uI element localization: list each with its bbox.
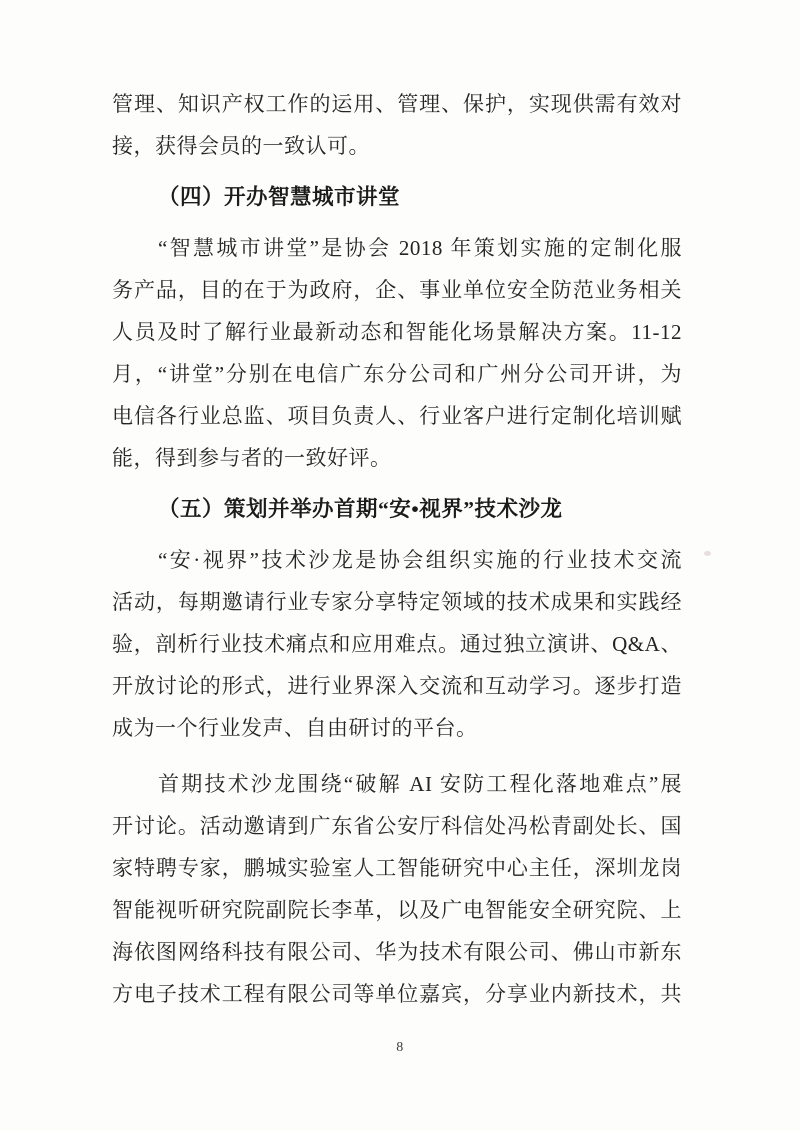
heading-text: （四）开办智慧城市讲堂	[158, 185, 401, 209]
text-line: 开放讨论的形式，进行业界深入交流和互动学习。逐步打造	[112, 674, 682, 698]
text-line: 人员及时了解行业最新动态和智能化场景解决方案。11-12	[112, 320, 682, 344]
text-line: 成为一个行业发声、自由研讨的平台。	[112, 716, 478, 740]
text-line: 电信各行业总监、项目负责人、行业客户进行定制化培训赋	[112, 404, 682, 428]
text-line: 务产品，目的在于为政府，企、事业单位安全防范业务相关	[112, 278, 682, 302]
page-footer	[0, 1038, 800, 1056]
text-line: “智慧城市讲堂”是协会 2018 年策划实施的定制化服	[158, 236, 682, 260]
text-line: 首期技术沙龙围绕“破解 AI 安防工程化落地难点”展	[158, 772, 682, 796]
heading-section-5	[112, 488, 682, 530]
text-line: 管理、知识产权工作的运用、管理、保护，实现供需有效对	[112, 92, 682, 116]
heading-section-4	[112, 176, 682, 218]
heading-text: （五）策划并举办首期“安•视界”技术沙龙	[158, 497, 563, 521]
paragraph-membership-services	[112, 83, 682, 167]
text-line: 月，“讲堂”分别在电信广东分公司和广州分公司开讲，为	[112, 362, 682, 386]
text-line: “安·视界”技术沙龙是协会组织实施的行业技术交流	[158, 548, 682, 572]
paragraph-smart-city-lecture	[112, 227, 682, 479]
paragraph-first-salon-event	[112, 763, 682, 1015]
page-number: 8	[396, 1040, 404, 1055]
scan-artifact	[704, 551, 711, 556]
text-line: 家特聘专家，鹏城实验室人工智能研究中心主任，深圳龙岗	[112, 856, 682, 880]
document-content	[112, 83, 682, 1015]
text-line: 方电子技术工程有限公司等单位嘉宾，分享业内新技术，共	[112, 982, 682, 1006]
text-line: 接，获得会员的一致认可。	[112, 134, 370, 158]
text-line: 能，得到参与者的一致好评。	[112, 446, 392, 470]
text-line: 活动，每期邀请行业专家分享特定领域的技术成果和实践经	[112, 590, 682, 614]
text-line: 开讨论。活动邀请到广东省公安厅科信处冯松青副处长、国	[112, 814, 682, 838]
paragraph-tech-salon-intro	[112, 539, 682, 749]
text-line: 海依图网络科技有限公司、华为技术有限公司、佛山市新东	[112, 940, 682, 964]
text-line: 验，剖析行业技术痛点和应用难点。通过独立演讲、Q&A、	[112, 632, 682, 656]
text-line: 智能视听研究院副院长李革，以及广电智能安全研究院、上	[112, 898, 682, 922]
